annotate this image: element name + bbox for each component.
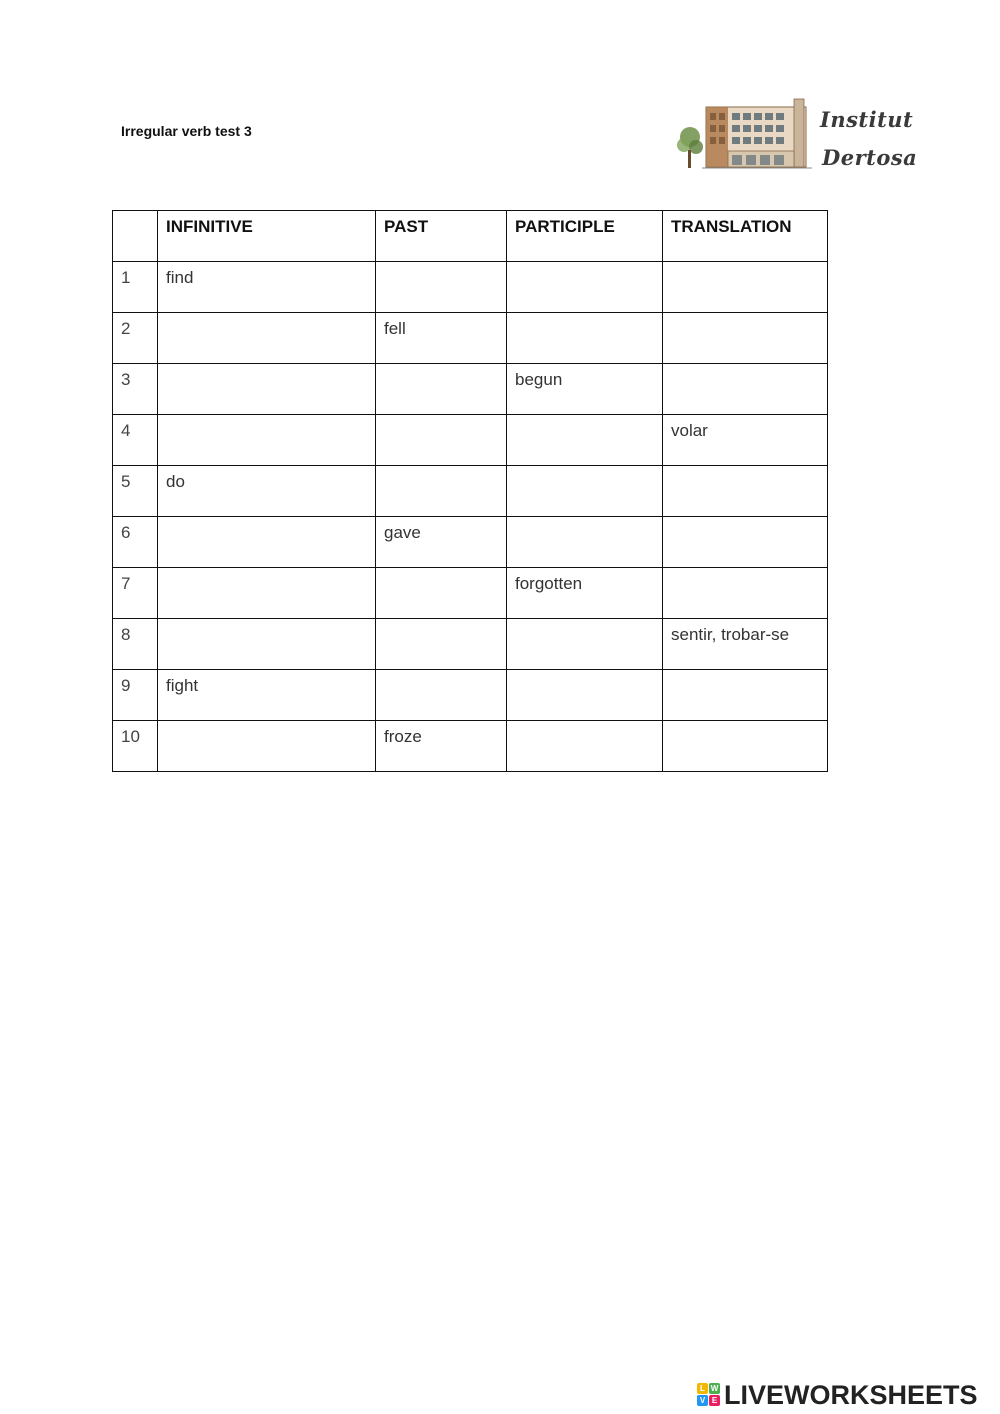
row-number: 7 <box>113 568 158 619</box>
infinitive-cell[interactable]: do <box>158 466 376 517</box>
participle-cell[interactable] <box>507 670 663 721</box>
participle-cell[interactable] <box>507 313 663 364</box>
infinitive-cell[interactable] <box>158 517 376 568</box>
logo-line-1: Institut <box>820 107 914 132</box>
participle-cell[interactable] <box>507 415 663 466</box>
translation-cell[interactable]: volar <box>663 415 828 466</box>
table-row <box>113 568 828 619</box>
past-cell[interactable]: gave <box>376 517 507 568</box>
header-participle: PARTICIPLE <box>507 211 663 262</box>
table-row <box>113 262 828 313</box>
irregular-verbs-table <box>112 210 828 772</box>
past-cell[interactable]: fell <box>376 313 507 364</box>
infinitive-cell[interactable]: fight <box>158 670 376 721</box>
participle-cell[interactable]: forgotten <box>507 568 663 619</box>
logo-tile-w: W <box>710 1384 719 1393</box>
past-cell[interactable] <box>376 670 507 721</box>
past-cell[interactable]: froze <box>376 721 507 772</box>
row-number: 4 <box>113 415 158 466</box>
translation-cell[interactable] <box>663 721 828 772</box>
logo-tile-e: E <box>709 1395 720 1406</box>
past-cell[interactable] <box>376 466 507 517</box>
table-row <box>113 670 828 721</box>
row-number: 10 <box>113 721 158 772</box>
header-number <box>113 211 158 262</box>
translation-cell[interactable] <box>663 313 828 364</box>
row-number: 6 <box>113 517 158 568</box>
translation-cell[interactable] <box>663 364 828 415</box>
table-row <box>113 313 828 364</box>
translation-cell[interactable]: sentir, trobar-se <box>663 619 828 670</box>
table-row <box>113 721 828 772</box>
infinitive-cell[interactable]: find <box>158 262 376 313</box>
participle-cell[interactable]: begun <box>507 364 663 415</box>
row-number: 8 <box>113 619 158 670</box>
row-number: 5 <box>113 466 158 517</box>
building-illustration-icon <box>676 95 816 175</box>
translation-cell[interactable] <box>663 466 828 517</box>
liveworksheets-brand[interactable] <box>697 1380 978 1410</box>
liveworksheets-logo-icon <box>697 1383 721 1407</box>
table-row <box>113 415 828 466</box>
infinitive-cell[interactable] <box>158 619 376 670</box>
row-number: 3 <box>113 364 158 415</box>
logo-tile-v: V <box>697 1395 708 1406</box>
participle-cell[interactable] <box>507 721 663 772</box>
table-row <box>113 619 828 670</box>
infinitive-cell[interactable] <box>158 568 376 619</box>
infinitive-cell[interactable] <box>158 721 376 772</box>
participle-cell[interactable] <box>507 517 663 568</box>
translation-cell[interactable] <box>663 670 828 721</box>
translation-cell[interactable] <box>663 517 828 568</box>
logo-tile-l: L <box>697 1383 708 1394</box>
translation-cell[interactable] <box>663 262 828 313</box>
row-number: 1 <box>113 262 158 313</box>
school-logo <box>676 95 918 175</box>
row-number: 9 <box>113 670 158 721</box>
table-header-row <box>113 211 828 262</box>
past-cell[interactable] <box>376 415 507 466</box>
table-row <box>113 466 828 517</box>
translation-cell[interactable] <box>663 568 828 619</box>
past-cell[interactable] <box>376 568 507 619</box>
past-cell[interactable] <box>376 262 507 313</box>
past-cell[interactable] <box>376 619 507 670</box>
infinitive-cell[interactable] <box>158 364 376 415</box>
participle-cell[interactable] <box>507 262 663 313</box>
logo-wordmark <box>820 101 917 177</box>
header-infinitive: INFINITIVE <box>158 211 376 262</box>
infinitive-cell[interactable] <box>158 415 376 466</box>
participle-cell[interactable] <box>507 619 663 670</box>
header-past: PAST <box>376 211 507 262</box>
table-row <box>113 517 828 568</box>
brand-wordmark: LIVEWORKSHEETS <box>724 1379 978 1410</box>
table-row <box>113 364 828 415</box>
participle-cell[interactable] <box>507 466 663 517</box>
document-title: Irregular verb test 3 <box>121 123 252 139</box>
row-number: 2 <box>113 313 158 364</box>
infinitive-cell[interactable] <box>158 313 376 364</box>
logo-line-2: Dertosa <box>822 145 918 170</box>
header-translation: TRANSLATION <box>663 211 828 262</box>
past-cell[interactable] <box>376 364 507 415</box>
